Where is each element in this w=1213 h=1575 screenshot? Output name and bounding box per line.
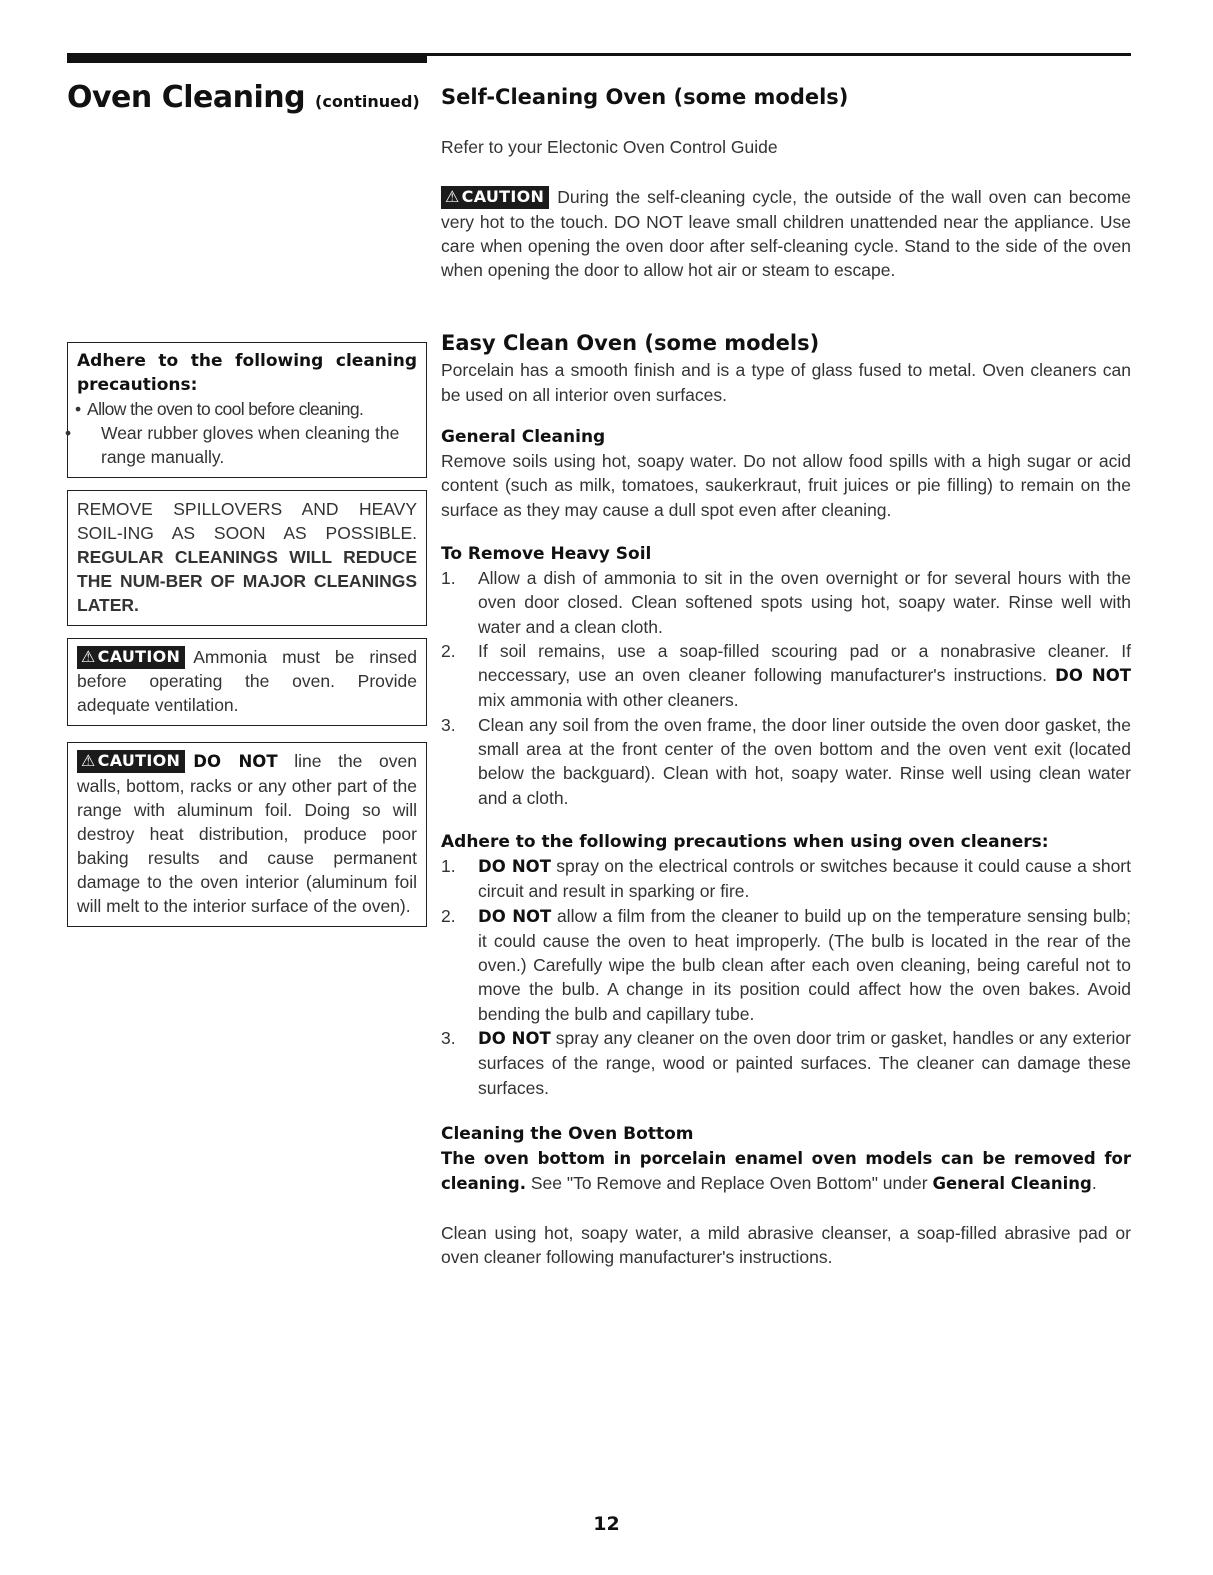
- list-item: • Wear rubber gloves when cleaning the range manually.: [65, 423, 400, 467]
- foil-caution-box: [67, 742, 427, 927]
- foil-caution-bold: DO NOT: [193, 752, 278, 771]
- page-title: [67, 80, 420, 115]
- ammonia-caution-box: [67, 638, 427, 726]
- oven-bottom-removal-text: The oven bottom in porcelain enamel oven models can be removed for cleaning. See "To Remove and Replace Oven Bottom" under General Cleaning.: [441, 1148, 1131, 1194]
- precautions-heading: Adhere to the following cleaning precautions:: [77, 351, 417, 395]
- list-item: 3. DO NOT spray any cleaner on the oven door trim or gasket, handles or any exterior surfaces of the range, wood or painted surfaces. The cleaner can damage these surfaces.: [441, 1028, 1131, 1098]
- caution-badge: ⚠ CAUTION: [441, 186, 549, 209]
- spillover-text: REMOVE SPILLOVERS AND HEAVY SOIL-ING AS SOON AS POSSIBLE.: [77, 499, 417, 543]
- warning-triangle-icon: ⚠: [445, 187, 460, 207]
- cleaner-precautions-heading: Adhere to the following precautions when using oven cleaners:: [441, 831, 1049, 852]
- heavy-soil-heading: To Remove Heavy Soil: [441, 543, 652, 564]
- precautions-list: [65, 397, 417, 469]
- bullet-icon: •: [65, 423, 72, 443]
- page-title-text: Oven Cleaning: [67, 80, 306, 115]
- self-cleaning-heading: Self-Cleaning Oven (some models): [441, 85, 849, 109]
- cleaner-precautions-list: [441, 854, 1131, 1100]
- spillover-bold-text: REGULAR CLEANINGS WILL REDUCE THE NUM-BER OF MAJOR CLEANINGS LATER.: [77, 547, 417, 615]
- list-item: 1. DO NOT spray on the electrical controls or switches because it could cause a short circuit and result in sparking or fire.: [441, 855, 1131, 902]
- easy-clean-intro: Porcelain has a smooth finish and is a type of glass fused to metal. Oven cleaners can be used on all interior oven surfaces.: [441, 360, 1131, 405]
- page-number: 12: [593, 1513, 620, 1535]
- general-cleaning-text: Remove soils using hot, soapy water. Do not allow food spills with a high sugar or acid content (such as milk, tomatoes, saukerkraut, fruit juices or pie filling) to remain on the surface as they may cause a dull spot even after cleaning.: [441, 451, 1131, 520]
- ammonia-caution-text: Ammonia must be rinsed before operating the oven. Provide adequate ventilation.: [77, 647, 417, 715]
- warning-triangle-icon: ⚠: [81, 647, 96, 666]
- self-cleaning-caution: [441, 185, 1131, 282]
- left-column: [67, 342, 427, 939]
- general-cleaning-heading: General Cleaning: [441, 427, 606, 448]
- spillover-box: [67, 490, 427, 626]
- self-cleaning-refer-text: Refer to your Electonic Oven Control Guide: [441, 137, 778, 157]
- foil-caution-text: line the oven walls, bottom, racks or any other part of the range with aluminum foil. Doing so will destroy heat distribution, produce poor baking results and cause permanent damage to the oven interior (aluminum foil will melt to the interior surface of the oven).: [77, 751, 417, 916]
- caution-badge: ⚠ CAUTION: [77, 646, 185, 669]
- heavy-soil-list: [441, 566, 1131, 810]
- list-item: 2. If soil remains, use a soap-filled scouring pad or a nonabrasive cleaner. If neccessary, use an oven cleaner following manufacturer's instructions. DO NOT mix ammonia with other cleaners.: [441, 640, 1131, 711]
- bullet-icon: •: [75, 399, 82, 419]
- easy-clean-heading: Easy Clean Oven (some models): [441, 331, 820, 356]
- caution-badge: ⚠ CAUTION: [77, 750, 185, 773]
- oven-bottom-heading: Cleaning the Oven Bottom: [441, 1123, 694, 1144]
- oven-bottom-clean-text: Clean using hot, soapy water, a mild abrasive cleanser, a soap-filled abrasive pad or oven cleaner following manufacturer's instructions.: [441, 1222, 1131, 1267]
- warning-triangle-icon: ⚠: [81, 751, 96, 770]
- page-title-suffix: (continued): [315, 92, 420, 111]
- self-cleaning-caution-text: During the self-cleaning cycle, the outside of the wall oven can become very hot to the touch. DO NOT leave small children unattended near the appliance. Use care when opening the oven door after self-cleaning cycle. Stand to the side of the oven when opening the door to allow hot air or steam to escape.: [441, 187, 1131, 281]
- precautions-box: [67, 342, 427, 478]
- right-column: [441, 82, 1131, 1269]
- list-item: 3. Clean any soil from the oven frame, the door liner outside the oven door gasket, the small area at the front center of the oven bottom and the oven vent exit (located below the backguard). Clean with hot, soapy water. Rinse well using clean water and a cloth.: [441, 714, 1131, 808]
- header-rule-thin: [427, 53, 1131, 56]
- header-rule-thick: [67, 53, 427, 63]
- list-item: 1. Allow a dish of ammonia to sit in the oven overnight or for several hours with the oven door closed. Clean softened spots using hot, soapy water. Rinse well with water and a clean cloth.: [441, 567, 1131, 637]
- list-item: • Allow the oven to cool before cleaning.: [75, 399, 364, 419]
- list-item: 2. DO NOT allow a film from the cleaner to build up on the temperature sensing bulb; it could cause the oven to heat improperly. (The bulb is located in the rear of the oven.) Carefully wipe the bulb clean after each oven cleaning, being careful not to move the bulb. A change in its position could affect how the oven bakes. Avoid bending the bulb and capillary tube.: [441, 905, 1131, 1024]
